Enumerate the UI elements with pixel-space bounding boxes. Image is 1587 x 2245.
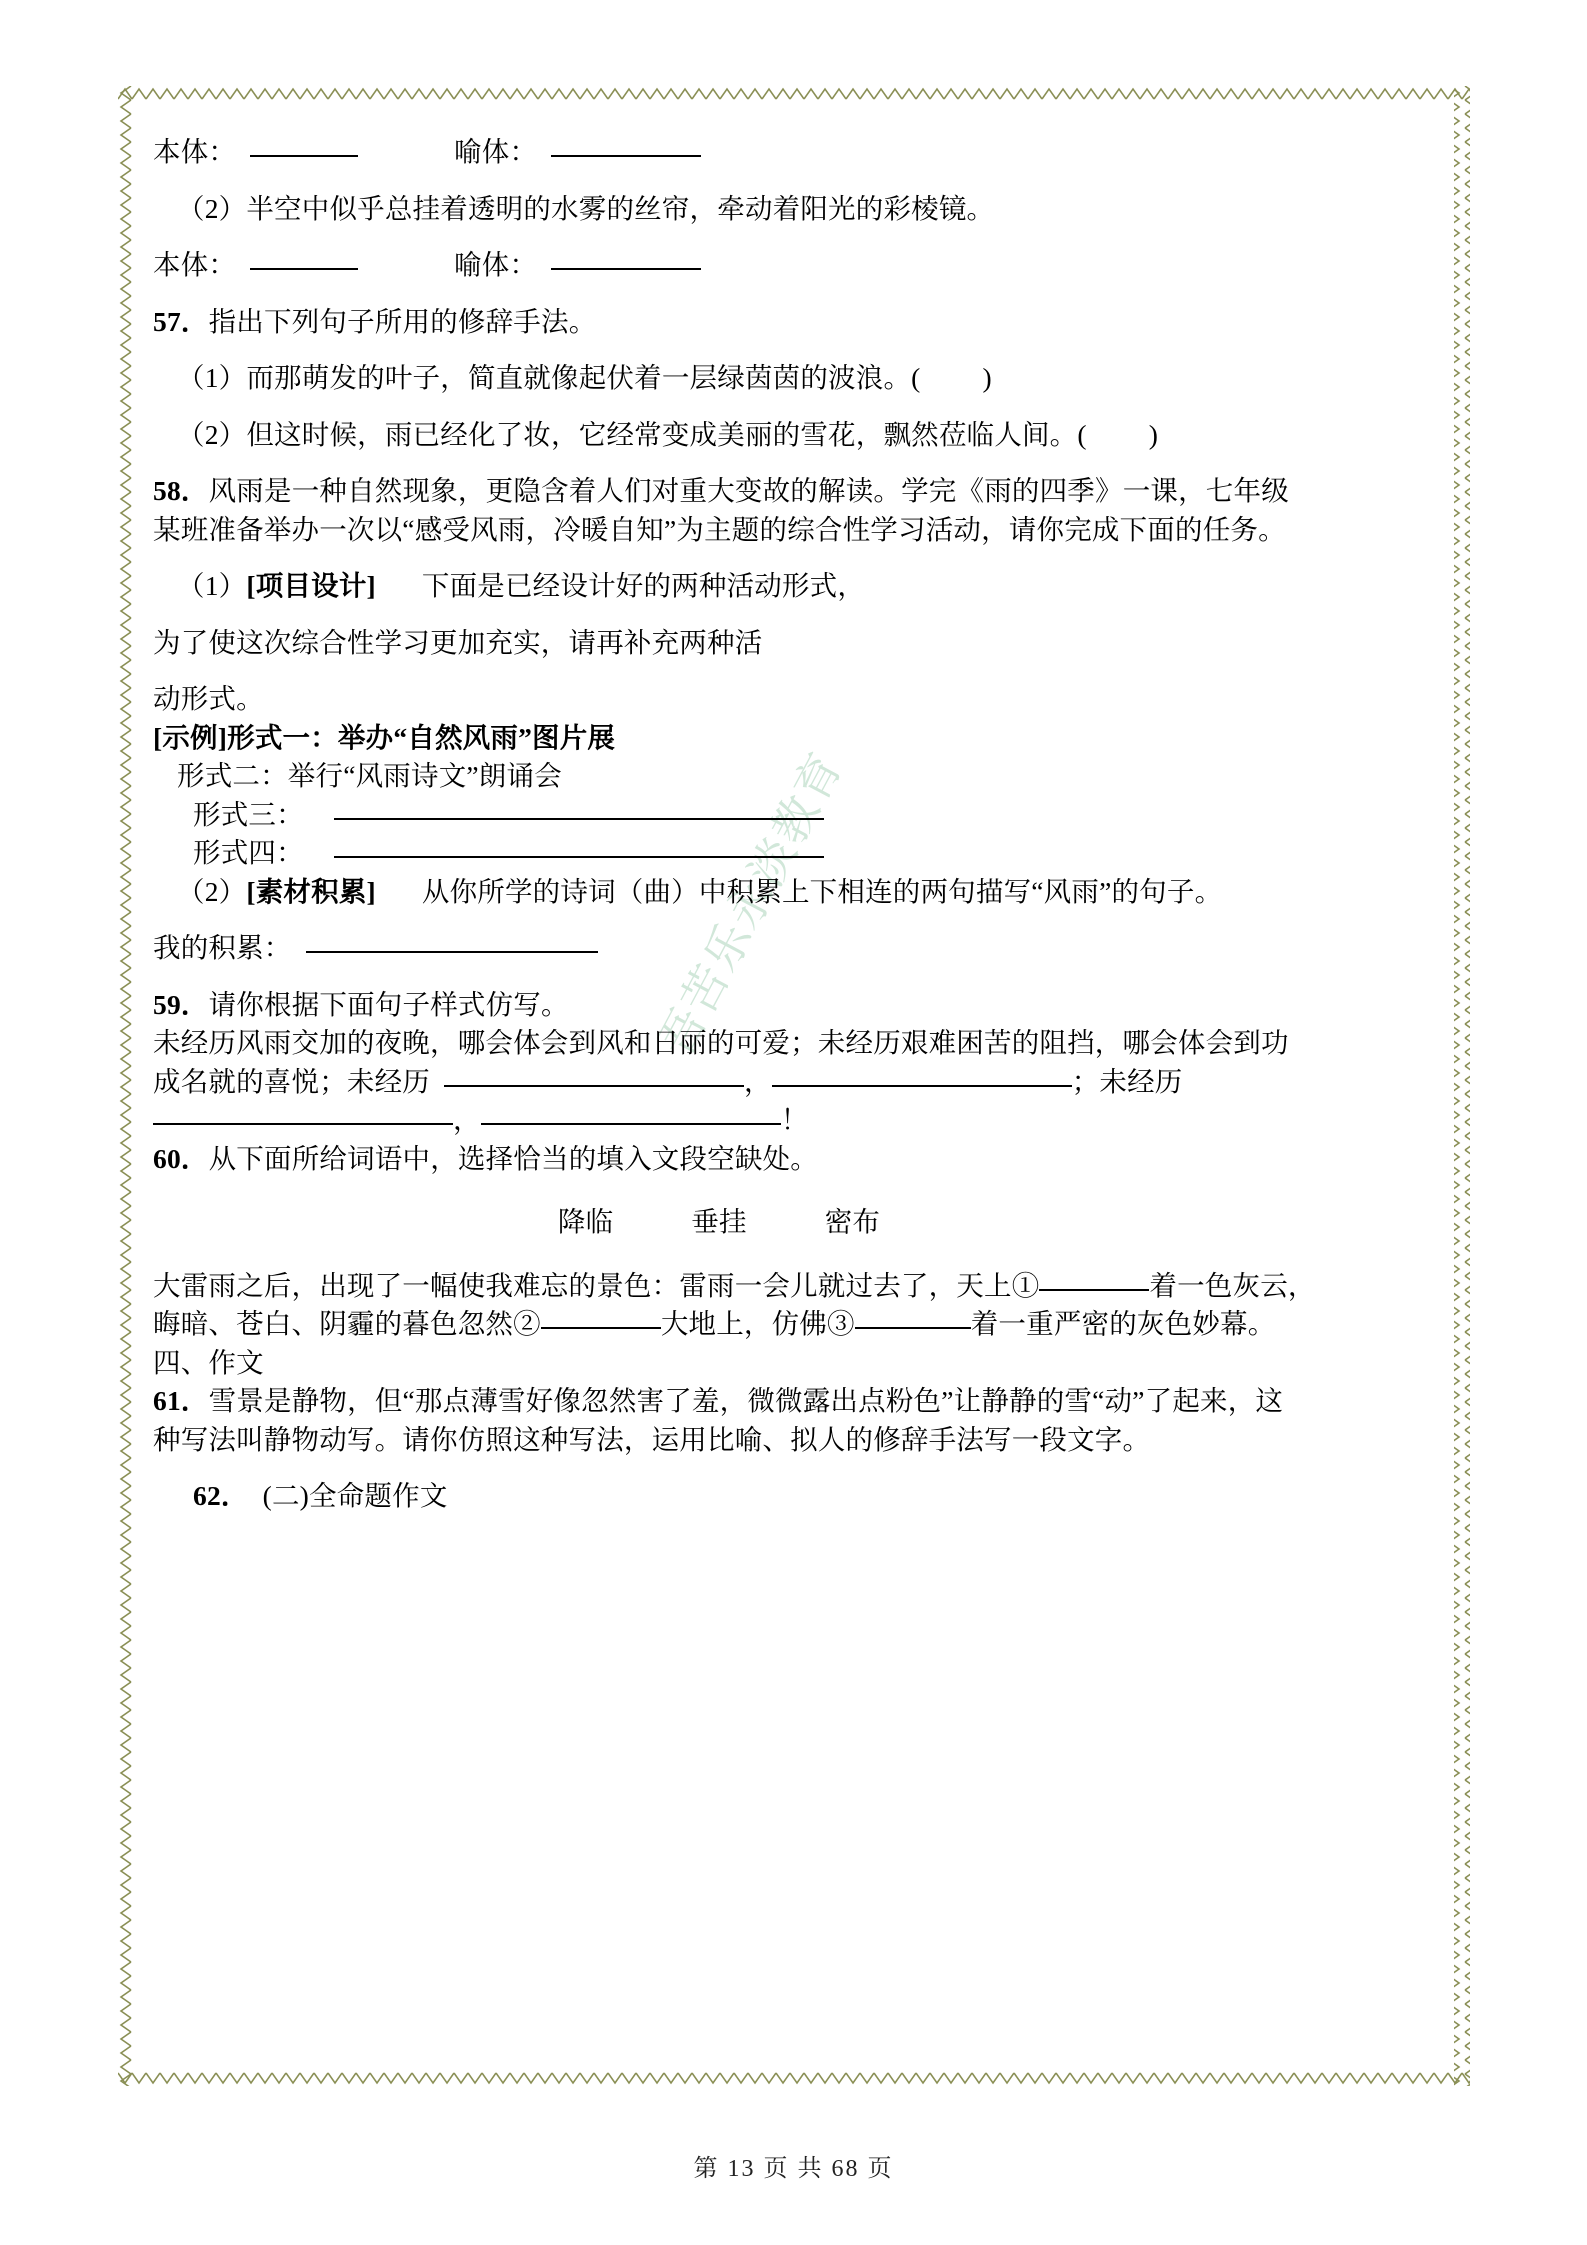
q58-sub2-num: （2）	[177, 875, 247, 907]
q58-stem-line-2	[153, 513, 1405, 545]
q58-sub1-num: （1）	[177, 570, 247, 601]
q59-blank-2[interactable]	[772, 1085, 1072, 1087]
q58-sub1-text-2: 为了使这次综合性学习更加充实，请再补充两种活	[153, 626, 763, 658]
q57-stem	[153, 305, 1405, 337]
q58-sub2	[153, 875, 1405, 907]
q57-stem-text: 指出下列句子所用的修辞手法。	[208, 305, 597, 337]
q58-sub1-text-3: 动形式。	[153, 683, 264, 714]
q59-stem	[153, 988, 1405, 1020]
q60-blank-1[interactable]	[1039, 1289, 1149, 1291]
q58-sub1-line-3	[153, 685, 1405, 713]
q60-blank-2[interactable]	[541, 1327, 661, 1329]
q58-blank-3[interactable]	[334, 818, 824, 820]
yuti-label-2: 喻体：	[454, 249, 538, 280]
q60-passage-2-a: 晦暗、苍白、阴霾的暮色忽然②	[153, 1308, 541, 1339]
q60-passage-1-a: 大雷雨之后，出现了一幅使我难忘的景色：雷雨一会儿就过去了，天上①	[153, 1269, 1040, 1301]
q62-line	[153, 1482, 1405, 1510]
q58-blank-row-4	[153, 839, 1405, 867]
q57-item-2-close: )	[1148, 418, 1159, 450]
q58-sub2-text: 从你所学的诗词（曲）中积累上下相连的两句描写“风雨”的句子。	[421, 875, 1223, 907]
q60-passage-2-b: 大地上，仿佛③	[660, 1308, 855, 1339]
q61-line-2	[153, 1423, 1405, 1455]
q59-line-2	[153, 1065, 1405, 1097]
page-footer-text: 第 13 页 共 68 页	[693, 2156, 894, 2182]
q58-blank-4[interactable]	[334, 856, 824, 858]
q58-sub1-tag: [项目设计]	[246, 570, 376, 601]
q57-item-1-num: （1）	[177, 362, 247, 393]
bentti-blank-1[interactable]	[250, 155, 358, 157]
document-content	[145, 118, 1445, 2068]
q59-line-2-b: ，	[744, 1065, 772, 1097]
q58-sub1-text-1: 下面是已经设计好的两种活动形式，	[421, 570, 866, 601]
q58-sub1-line-1	[153, 572, 1405, 600]
yuti-blank-2[interactable]	[551, 268, 701, 270]
q60-option-1[interactable]: 降临	[557, 1206, 614, 1237]
q60-passage-2-c: 着一重严密的灰色妙幕。	[970, 1308, 1276, 1339]
yuti-label-1: 喻体：	[454, 136, 538, 167]
q59-line-2-c: ；未经历	[1071, 1065, 1183, 1097]
q59-stem-text: 请你根据下面句子样式仿写。	[208, 988, 569, 1020]
q62-number: 62．	[193, 1480, 249, 1511]
q60-stem-text: 从下面所给词语中，选择恰当的填入文段空缺处。	[208, 1142, 819, 1174]
q58-blank-label-3: 形式三：	[193, 798, 304, 830]
q58-number: 58．	[153, 475, 209, 506]
bentti-label-1: 本体：	[153, 136, 237, 167]
q59-line-2-a: 成名就的喜悦；未经历	[153, 1065, 430, 1097]
page-footer	[0, 2148, 1587, 2183]
q58-stem-line-1	[153, 477, 1405, 505]
q59-blank-1[interactable]	[444, 1085, 744, 1087]
q59-line-3	[153, 1106, 1405, 1134]
section-4-heading-text: 四、作文	[153, 1346, 264, 1378]
q56-answer-line-1	[153, 138, 1405, 166]
q58-blank-row-3	[153, 798, 1405, 830]
q62-text: (二)全命题作文	[262, 1480, 448, 1511]
q59-line-3-b: ，	[453, 1104, 481, 1135]
q57-item-2-num: （2）	[177, 418, 247, 450]
q56-item-2-text: 半空中似乎总挂着透明的水雾的丝帘，牵动着阳光的彩棱镜。	[246, 192, 995, 224]
section-4-heading	[153, 1346, 1405, 1378]
q60-number: 60．	[153, 1142, 209, 1174]
q58-example-2	[153, 762, 1405, 790]
q61-line-1	[153, 1387, 1405, 1415]
q56-item-2	[153, 192, 1405, 224]
q61-text-2: 种写法叫静物动写。请你仿照这种写法，运用比喻、拟人的修辞手法写一段文字。	[153, 1423, 1151, 1455]
q58-sub1-line-2	[153, 626, 1405, 658]
q60-option-3[interactable]: 密布	[824, 1206, 881, 1237]
q57-item-2-text: 但这时候，雨已经化了妆，它经常变成美丽的雪花，飘然莅临人间。(	[246, 418, 1087, 450]
q56-answer-line-2	[153, 251, 1405, 279]
q58-sub2-tag: [素材积累]	[246, 875, 376, 907]
q59-line-1-text: 未经历风雨交加的夜晚，哪会体会到风和日丽的可爱；未经历艰难困苦的阻挡，哪会体会到功	[153, 1027, 1289, 1058]
q61-number: 61．	[153, 1385, 209, 1416]
q59-blank-3[interactable]	[153, 1123, 453, 1125]
q56-item-2-num: （2）	[177, 192, 247, 224]
q58-answer-blank[interactable]	[306, 951, 598, 953]
q57-item-2	[153, 418, 1405, 450]
q58-stem-text-2: 某班准备举办一次以“感受风雨，冷暖自知”为主题的综合性学习活动，请你完成下面的任务。	[153, 513, 1286, 545]
q57-item-1-close: )	[982, 362, 992, 393]
q60-passage-1-b: 着一色灰云，	[1149, 1269, 1316, 1301]
q57-number: 57．	[153, 305, 209, 337]
q58-example-1	[153, 721, 1405, 753]
bentti-blank-2[interactable]	[250, 268, 358, 270]
q58-example-2-text: 形式二：举行“风雨诗文”朗诵会	[177, 760, 562, 791]
q60-passage-line-2	[153, 1310, 1405, 1338]
q58-answer-label: 我的积累：	[153, 932, 292, 963]
q59-line-3-c: ！	[780, 1104, 809, 1135]
q59-blank-4[interactable]	[481, 1123, 781, 1125]
q58-answer-row	[153, 934, 1405, 962]
q60-blank-3[interactable]	[855, 1327, 971, 1329]
watermark: 吾苦乐永淡教育	[649, 743, 853, 1065]
bentti-label-2: 本体：	[153, 249, 237, 280]
q57-item-1-text: 而那萌发的叶子，简直就像起伏着一层绿茵茵的波浪。(	[246, 362, 921, 393]
q61-text-1: 雪景是静物，但“那点薄雪好像忽然害了羞，微微露出点粉色”让静静的雪“动”了起来，这	[208, 1385, 1284, 1416]
q57-item-1	[153, 364, 1405, 392]
q58-stem-text-1: 风雨是一种自然现象，更隐含着人们对重大变故的解读。学完《雨的四季》一课，七年级	[208, 475, 1289, 506]
q59-number: 59．	[153, 988, 209, 1020]
q60-option-2[interactable]: 垂挂	[691, 1206, 747, 1237]
q60-word-options	[153, 1208, 1405, 1236]
yuti-blank-1[interactable]	[551, 155, 701, 157]
q60-stem	[153, 1142, 1405, 1174]
q59-line-1	[153, 1029, 1405, 1057]
q60-passage-line-1	[153, 1269, 1405, 1301]
q58-blank-label-4: 形式四：	[193, 837, 304, 868]
q58-example-1-text: [示例]形式一：举办“自然风雨”图片展	[153, 721, 616, 753]
